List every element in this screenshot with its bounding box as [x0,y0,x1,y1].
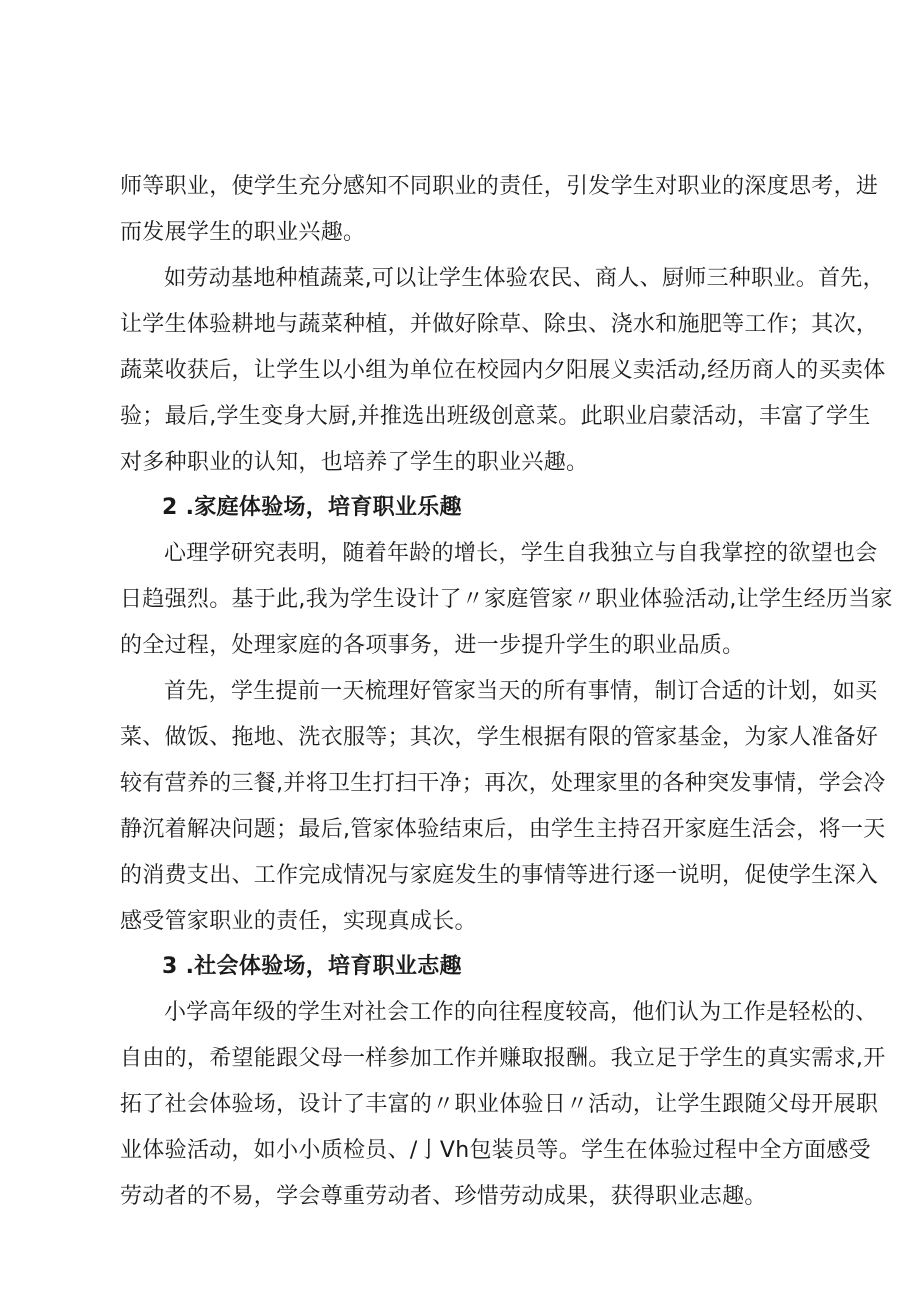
paragraph-line: 验；最后,学生变身大厨,并推选出班级创意菜。此职业启蒙活动，丰富了学生 [120,404,871,429]
paragraph-line: 而发展学生的职业兴趣。 [120,220,366,245]
paragraph-line: 让学生体验耕地与蔬菜种植，并做好除草、除虫、浇水和施肥等工作；其次， [120,312,879,337]
paragraph-line: 日趋强烈。基于此,我为学生设计了〃家庭管家〃职业体验活动,让学生经历当家 [120,587,893,612]
paragraph-line: 首先，学生提前一天梳理好管家当天的所有事情，制订合适的计划，如买 [164,679,878,704]
paragraph-line: 师等职业，使学生充分感知不同职业的责任，引发学生对职业的深度思考，进 [120,174,879,199]
section-heading: 2 .家庭体验场，培育职业乐趣 [162,495,462,520]
paragraph-line: 劳动者的不易，学会尊重劳动者、珍惜劳动成果，获得职业志趣。 [120,1184,767,1209]
paragraph-line: 心理学研究表明，随着年龄的增长，学生自我独立与自我掌控的欲望也会 [164,541,878,566]
paragraph-line: 较有营养的三餐,并将卫生打扫干净；再次，处理家里的各种突发事情，学会冷 [120,771,886,796]
paragraph-line: 自由的，希望能跟父母一样参加工作并赚取报酬。我立足于学生的真实需求,开 [120,1046,886,1071]
paragraph-line: 对多种职业的认知，也培养了学生的职业兴趣。 [120,450,589,475]
paragraph-line: 菜、做饭、拖地、洗衣服等；其次，学生根据有限的管家基金，为家人准备好 [120,725,879,750]
paragraph-line: 如劳动基地种植蔬菜,可以让学生体验农民、商人、厨师三种职业。首先， [164,266,885,291]
paragraph-line: 蔬菜收获后，让学生以小组为单位在校园内夕阳展义卖活动,经历商人的买卖体 [120,358,886,383]
paragraph-line: 的全过程，处理家庭的各项事务，进一步提升学生的职业品质。 [120,633,745,658]
paragraph-line: 拓了社会体验场，设计了丰富的〃职业体验日〃活动，让学生跟随父母开展职 [120,1092,879,1117]
paragraph-line: 业体验活动，如小小质检员、/亅Vh包装员等。学生在体验过程中全方面感受 [120,1138,871,1163]
section-heading: 3 .社会体验场，培育职业志趣 [162,954,462,979]
paragraph-line: 小学高年级的学生对社会工作的向往程度较高，他们认为工作是轻松的、 [164,1000,878,1025]
paragraph-line: 感受管家职业的责任，实现真成长。 [120,909,477,934]
paragraph-line: 的消费支出、工作完成情况与家庭发生的事情等进行逐一说明，促使学生深入 [120,863,879,888]
paragraph-line: 静沉着解决问题；最后,管家体验结束后，由学生主持召开家庭生活会，将一天 [120,817,886,842]
